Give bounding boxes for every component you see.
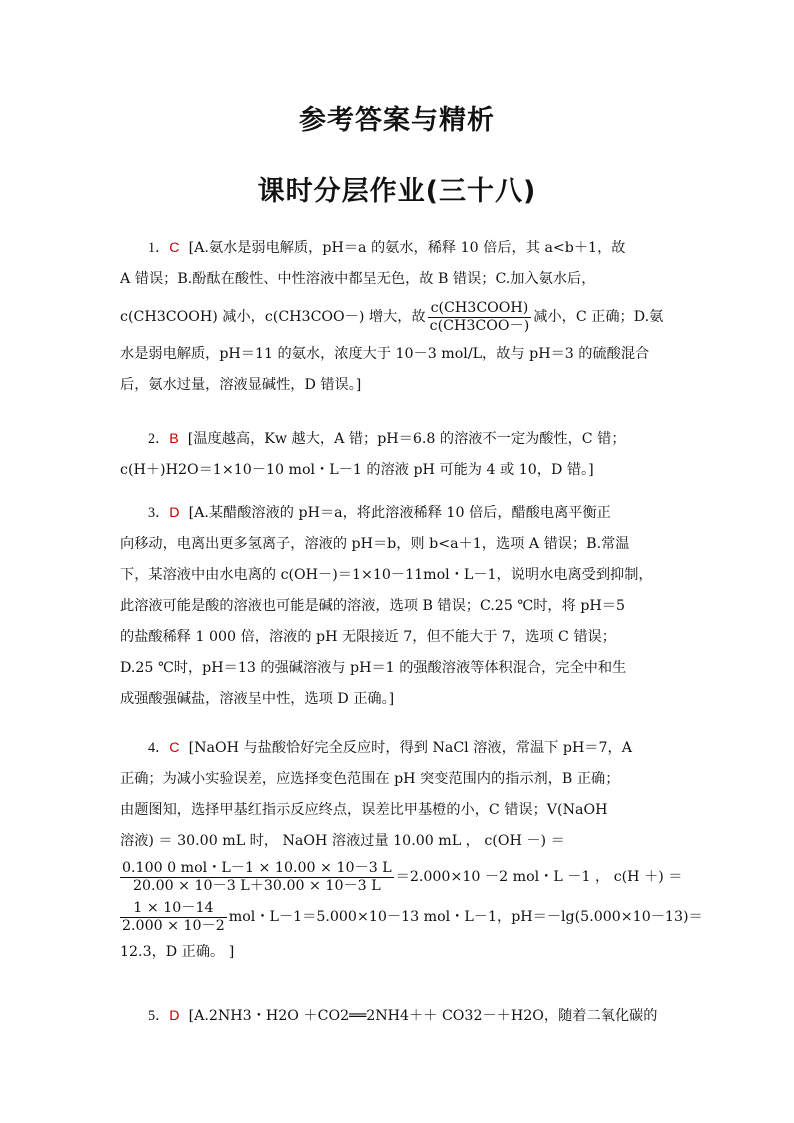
answer-text: 下，某溶液中由水电离的 c(OH－)＝1×10－11mol・L－1，说明水电离受到抑制， — [120, 567, 653, 583]
answer-choice: C — [169, 740, 180, 756]
page-title: 参考答案与精析 — [299, 105, 495, 136]
answer-line — [120, 295, 676, 339]
answer-text: 成强酸强碱盐，溶液呈中性，选项 D 正确。] — [120, 691, 395, 707]
answer-text: [A.2NH3・H2O ＋CO2══2NH4＋＋ CO32－＋H2O，随着二氧化碳的 — [188, 1008, 658, 1024]
answer-text: 水是弱电解质，pH＝11 的氨水，浓度大于 10－3 mol/L，故与 pH＝3 的硫酸混合 — [120, 346, 650, 362]
answer-text: 向移动，电离出更多氢离子，溶液的 pH＝b，则 b<a＋1，选项 A 错误；B.常温 — [120, 536, 630, 552]
answer-text: 此溶液可能是酸的溶液也可能是碱的溶液，选项 B 错误；C.25 ℃时，将 pH＝5 — [120, 598, 625, 614]
fraction — [428, 300, 532, 335]
fraction — [120, 860, 394, 895]
fraction-denominator: 20.00 × 10－3 L＋30.00 × 10－3 L — [133, 877, 381, 894]
answer-text: mol・L－1＝5.000×10－13 mol・L－1，pH＝－lg(5.000×10－13)＝ — [228, 909, 703, 925]
answer-line — [120, 424, 676, 455]
answer-text: c(H＋)H2O＝1×10－10 mol・L－1 的溶液 pH 可能为 4 或 10，D 错。] — [120, 462, 594, 478]
answer-text: 由题图知，选择甲基红指示反应终点，误差比甲基橙的小，C 错误；V(NaOH — [120, 802, 608, 818]
fraction-numerator: 0.100 0 mol・L－1 × 10.00 × 10－3 L — [122, 859, 392, 876]
answer-text: ＝2.000×10 －2 mol・L －1 ， c(H ＋) ＝ — [395, 869, 683, 885]
fraction-numerator: 1 × 10－14 — [120, 900, 227, 918]
answer-text: [A.氨水是弱电解质，pH＝a 的氨水，稀释 10 倍后，其 a<b＋1，故 — [188, 240, 626, 256]
answer-text: 减小，C 正确；D.氨 — [533, 309, 664, 325]
answer-choice: D — [169, 505, 180, 521]
answer-item-2 — [120, 424, 676, 486]
answer-text: 12.3，D 正确。 ] — [120, 944, 235, 960]
page-subtitle: 课时分层作业(三十八) — [257, 176, 537, 207]
item-number: 4． — [148, 740, 170, 756]
answer-text: [NaOH 与盐酸恰好完全反应时，得到 NaCl 溶液，常温下 pH＝7，A — [188, 740, 632, 756]
answer-line — [120, 498, 676, 529]
answer-text: c(CH3COOH) 减小，c(CH3COO－) 增大，故 — [120, 309, 426, 325]
answer-text: 正确；为减小实验误差，应选择变色范围在 pH 突变范围内的指示剂，B 正确； — [120, 771, 620, 787]
answer-text: 的盐酸稀释 1 000 倍，溶液的 pH 无限接近 7，但不能大于 7，选项 C 错误； — [120, 629, 616, 645]
answer-text: [A.某醋酸溶液的 pH＝a，将此溶液稀释 10 倍后，醋酸电离平衡正 — [188, 505, 611, 521]
fraction — [120, 900, 227, 935]
answer-choice: B — [169, 431, 179, 447]
answer-text: 溶液) ＝ 30.00 mL 时， NaOH 溶液过量 10.00 mL ， c(OH －) ＝ — [120, 833, 565, 849]
item-number: 5． — [148, 1008, 170, 1024]
item-number: 2． — [148, 431, 170, 447]
answer-line — [120, 233, 676, 264]
answer-choice: D — [169, 1008, 180, 1024]
fraction-numerator: c(CH3COOH) — [428, 300, 532, 318]
answer-item-1 — [120, 233, 676, 401]
fraction-denominator: c(CH3COO－) — [429, 317, 530, 334]
answer-text: [温度越高，Kw 越大，A 错；pH＝6.8 的溶液不一定为酸性，C 错； — [187, 431, 626, 447]
answer-text: A 错误；B.酚酞在酸性、中性溶液中都呈无色，故 B 错误；C.加入氨水后， — [120, 271, 596, 287]
answer-text: D.25 ℃时，pH＝13 的强碱溶液与 pH＝1 的强酸溶液等体积混合，完全中和生 — [120, 660, 627, 676]
answer-item-4 — [120, 733, 703, 968]
answer-item-5 — [120, 1001, 676, 1032]
fraction-denominator: 2.000 × 10－2 — [122, 917, 225, 934]
answer-choice: C — [169, 240, 180, 256]
item-number: 1． — [148, 240, 170, 256]
answer-line — [120, 897, 703, 937]
answer-item-3 — [120, 498, 676, 715]
answer-line — [120, 733, 676, 764]
answer-line — [120, 1001, 676, 1032]
item-number: 3． — [148, 505, 170, 521]
answer-text: 后，氨水过量，溶液显碱性，D 错误。] — [120, 377, 362, 393]
answer-line — [120, 857, 683, 897]
